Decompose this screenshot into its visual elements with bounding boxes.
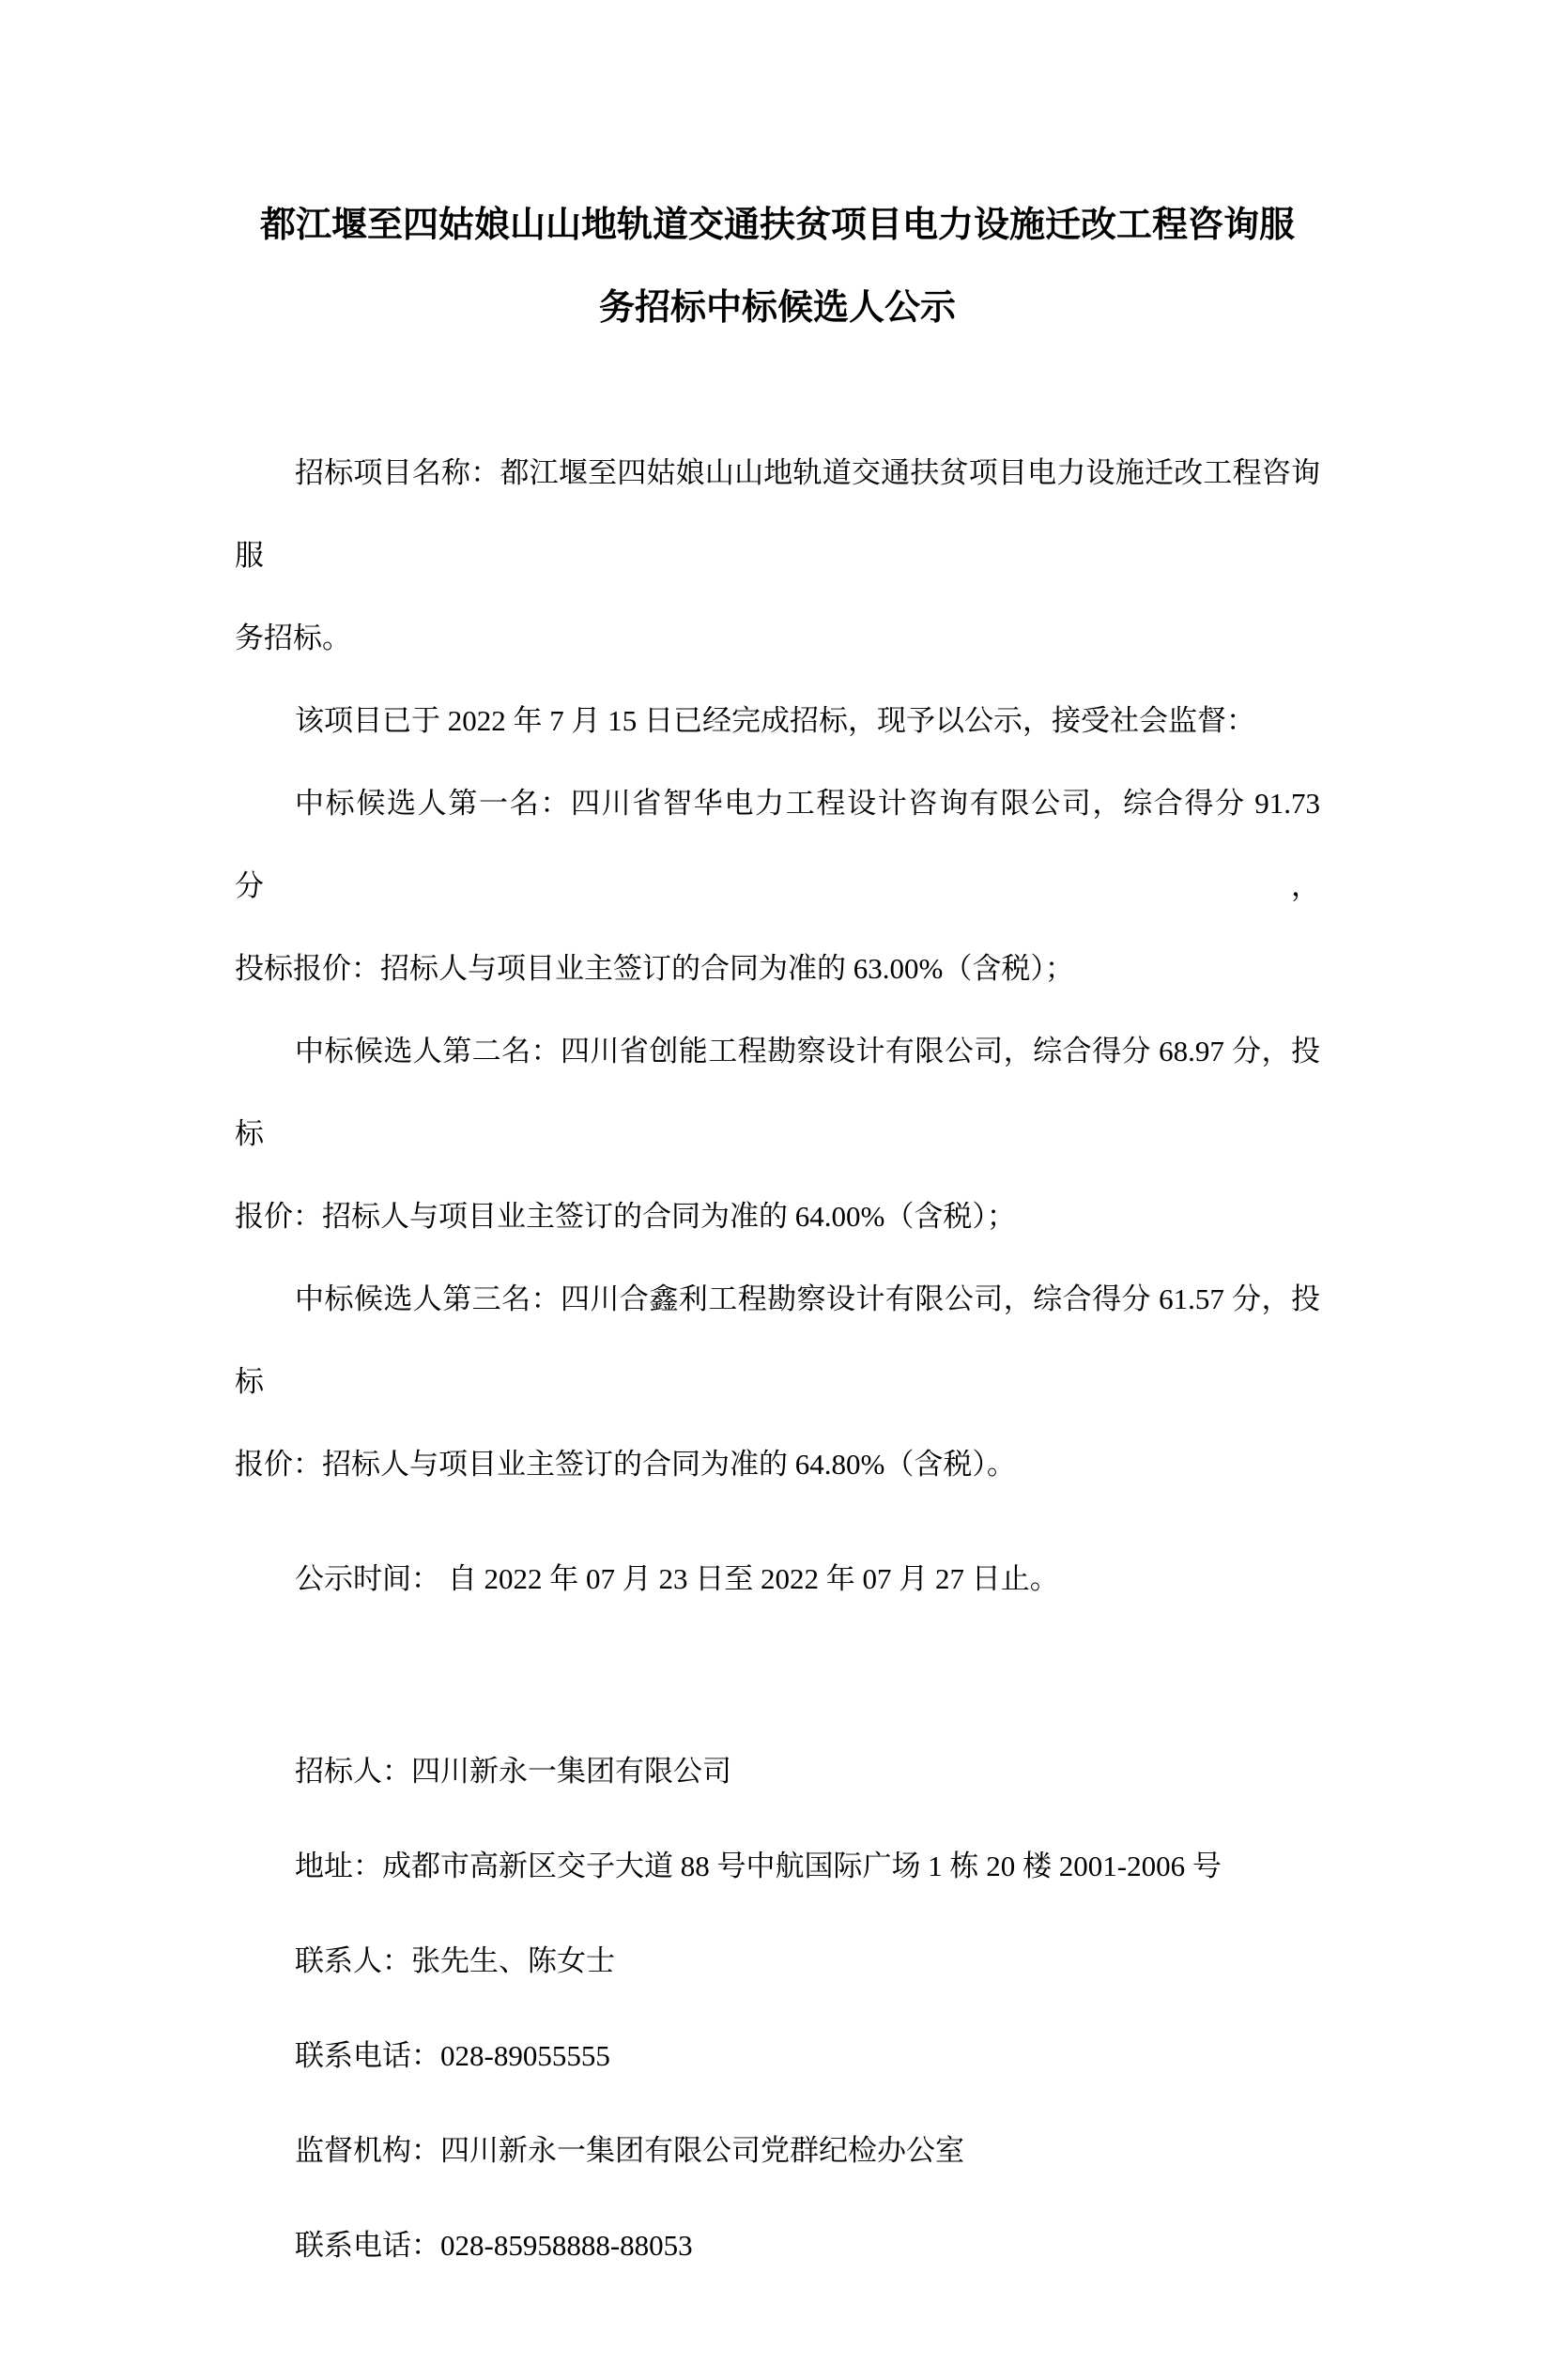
body-line-completion-notice: 该项目已于 2022 年 7 月 15 日已经完成招标，现予以公示，接受社会监督： — [295, 704, 1255, 737]
body-line-project-name-1: 招标项目名称：都江堰至四姑娘山山地轨道交通扶贫项目电力设施迁改工程咨询服 — [235, 456, 1320, 572]
contact-line-supervisor: 监督机构：四川新永一集团有限公司党群纪检办公室 — [295, 2134, 964, 2167]
document-page — [0, 184, 1553, 2380]
body-line-candidate-1a: 中标候选人第一名：四川省智华电力工程设计咨询有限公司，综合得分 91.73 分， — [235, 787, 1320, 902]
document-title — [235, 184, 1320, 349]
title-line-1: 都江堰至四姑娘山山地轨道交通扶贫项目电力设施迁改工程咨询服 — [259, 206, 1295, 245]
body-line-candidate-3a: 中标候选人第三名：四川合鑫利工程勘察设计有限公司，综合得分 61.57 分，投标 — [235, 1282, 1320, 1398]
document-content — [0, 184, 1553, 2293]
body-line-candidate-2a: 中标候选人第二名：四川省创能工程勘察设计有限公司，综合得分 68.97 分，投标 — [235, 1035, 1320, 1150]
contact-line-phone-1: 联系电话：028-89055555 — [295, 2039, 610, 2072]
body-line-project-name-2: 务招标。 — [235, 622, 351, 654]
contact-line-tenderer: 招标人：四川新永一集团有限公司 — [295, 1755, 731, 1788]
contact-line-phone-2: 联系电话：028-85958888-88053 — [295, 2229, 693, 2262]
contact-line-address: 地址：成都市高新区交子大道 88 号中航国际广场 1 栋 20 楼 2001-2006 号 — [295, 1850, 1222, 1882]
contact-section — [235, 1724, 1320, 2293]
title-line-2: 务招标中标候选人公示 — [598, 288, 956, 328]
document-body — [235, 432, 1320, 1506]
body-line-candidate-3b: 报价：招标人与项目业主签订的合同为准的 64.80%（含税）。 — [235, 1448, 1016, 1481]
notice-period-line: 公示时间： 自 2022 年 07 月 23 日至 2022 年 07 月 27 日止。 — [295, 1562, 1059, 1595]
body-line-candidate-1b: 投标报价：招标人与项目业主签订的合同为准的 63.00%（含税）； — [235, 952, 1074, 985]
contact-line-contact-person: 联系人：张先生、陈女士 — [295, 1944, 615, 1977]
body-line-candidate-2b: 报价：招标人与项目业主签订的合同为准的 64.00%（含税）； — [235, 1200, 1016, 1233]
